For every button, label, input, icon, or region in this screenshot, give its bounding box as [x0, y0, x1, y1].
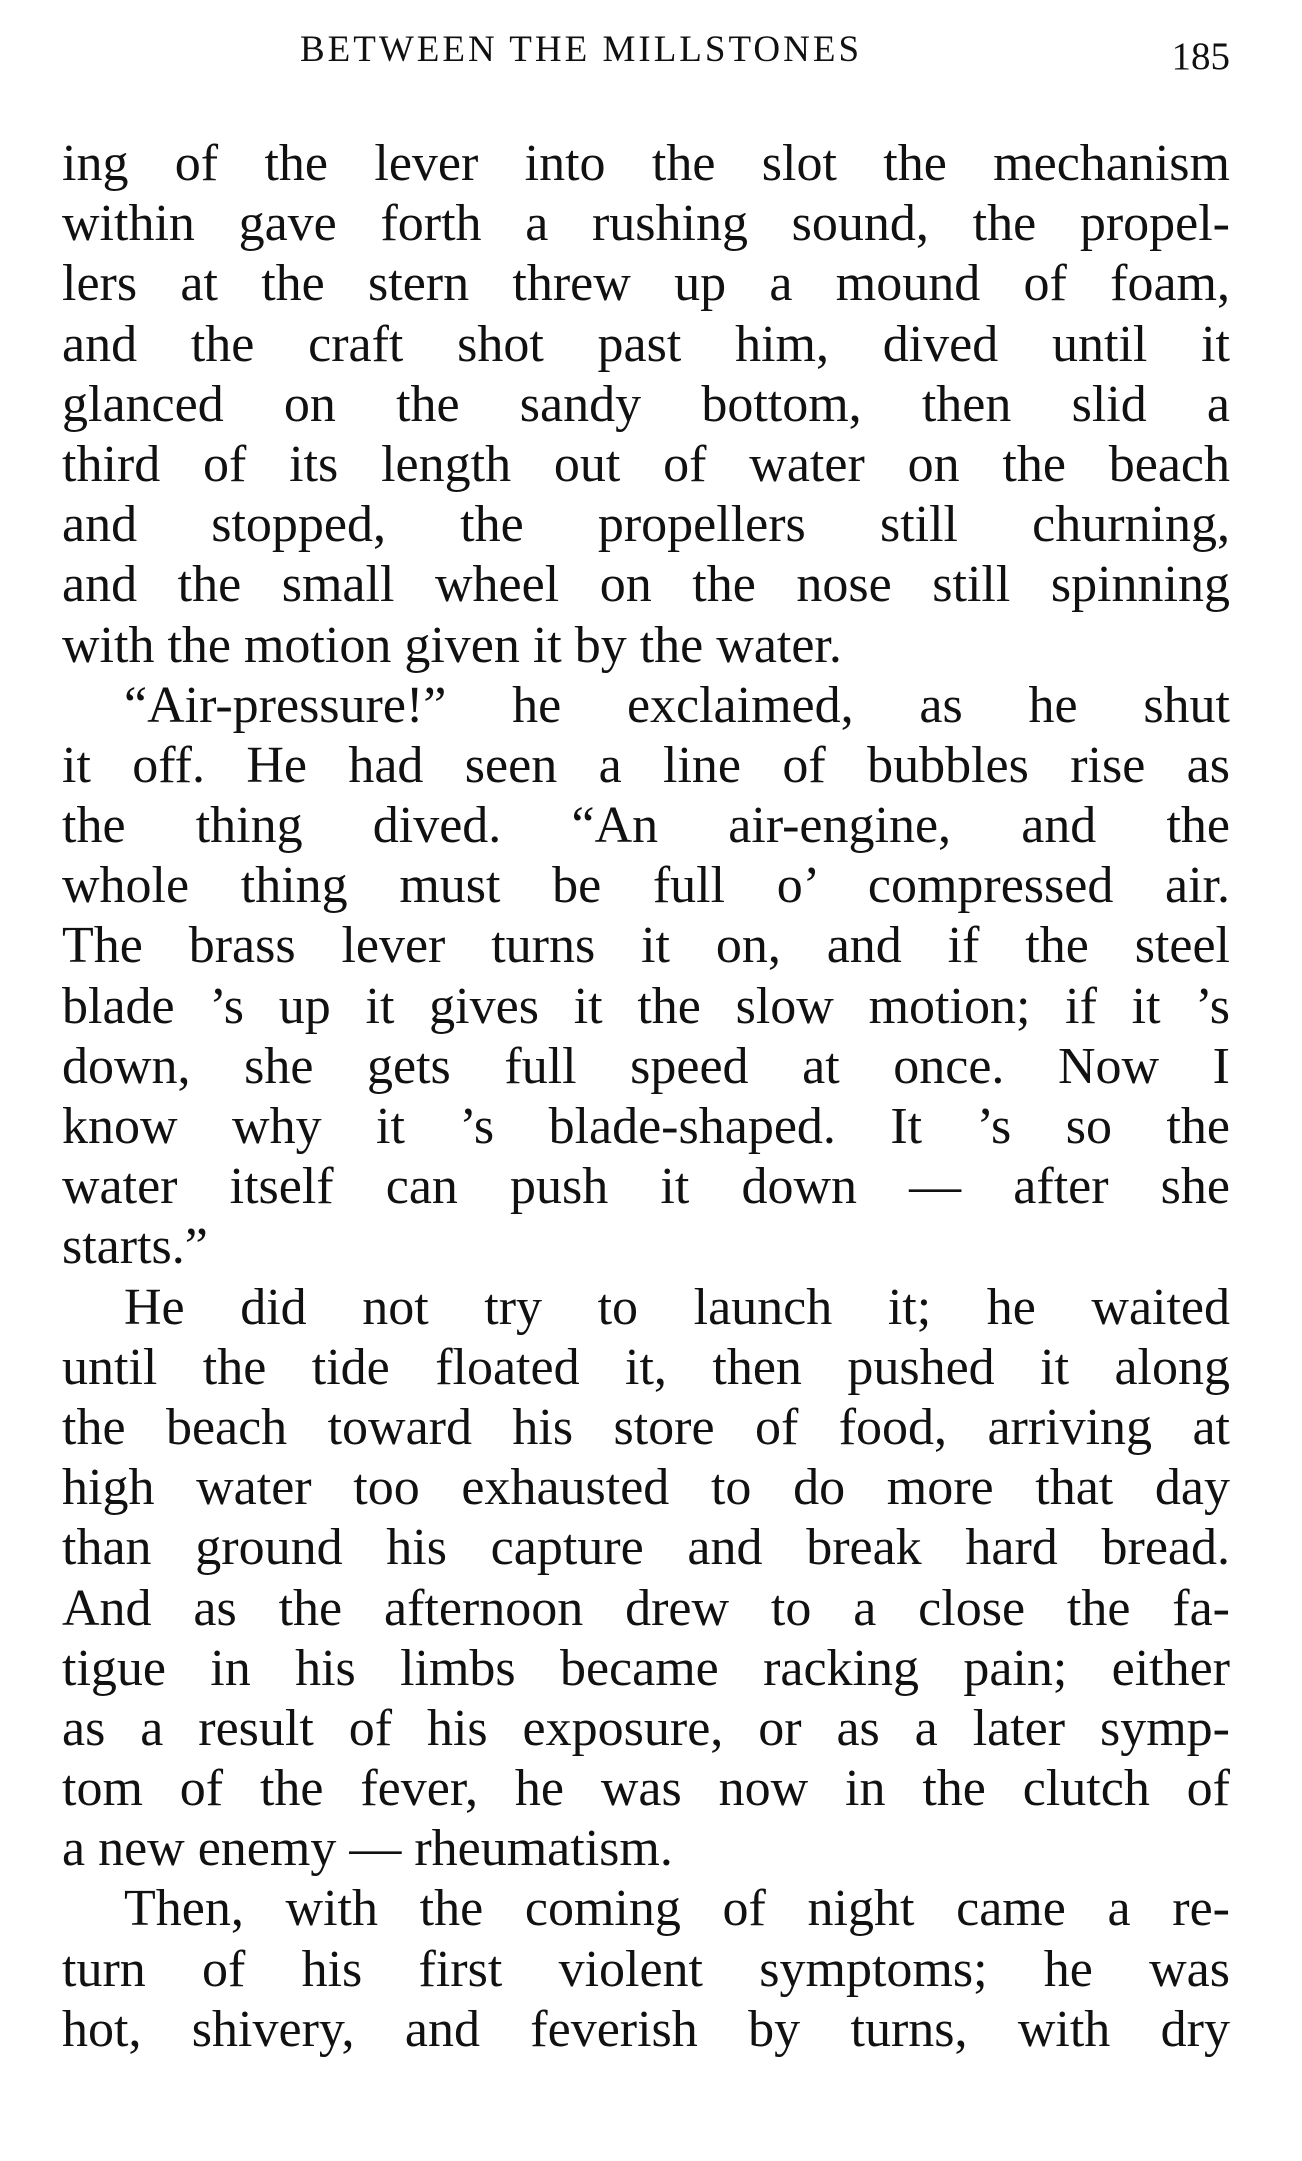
- page-number: 185: [1171, 35, 1230, 78]
- text-line: the beach toward his store of food, arriving at: [62, 1398, 1230, 1456]
- text-line: know why it ’s blade-shaped. It ’s so the: [62, 1098, 1230, 1155]
- text-line: than ground his capture and break hard bread.: [62, 1519, 1230, 1577]
- text-line: and the craft shot past him, dived until it: [62, 315, 1230, 373]
- text-line: glanced on the sandy bottom, then slid a: [62, 375, 1230, 433]
- text-line: it off. He had seen a line of bubbles rise as: [62, 736, 1230, 794]
- text-line: turn of his first violent symptoms; he was: [62, 1940, 1230, 1998]
- running-head: [62, 28, 1230, 78]
- text-line: hot, shivery, and feverish by turns, with dry: [62, 2000, 1230, 2058]
- text-line: high water too exhausted to do more that day: [62, 1459, 1230, 1517]
- text-line: “Air-pressure!” he exclaimed, as he shut: [124, 676, 1230, 734]
- text-line: until the tide floated it, then pushed it along: [62, 1338, 1230, 1396]
- running-title: BETWEEN THE MILLSTONES: [300, 29, 863, 70]
- text-line: the thing dived. “An air-engine, and the: [62, 797, 1230, 855]
- text-line: tigue in his limbs became racking pain; either: [62, 1639, 1230, 1697]
- text-line: He did not try to launch it; he waited: [124, 1278, 1230, 1336]
- text-line: blade ’s up it gives it the slow motion; if it ’s: [62, 977, 1230, 1035]
- text-line: tom of the fever, he was now in the clutch of: [62, 1760, 1230, 1818]
- body-text: [62, 134, 1230, 2060]
- text-line: and the small wheel on the nose still spinning: [62, 556, 1230, 614]
- text-line: And as the afternoon drew to a close the fa-: [62, 1579, 1230, 1637]
- text-line: and stopped, the propellers still churning,: [62, 496, 1230, 554]
- text-line: within gave forth a rushing sound, the propel-: [62, 195, 1230, 253]
- text-line: whole thing must be full o’ compressed air.: [62, 857, 1230, 915]
- text-line: as a result of his exposure, or as a later symp-: [62, 1699, 1230, 1757]
- text-line: lers at the stern threw up a mound of foam,: [62, 255, 1230, 313]
- text-line: water itself can push it down — after she: [62, 1158, 1230, 1216]
- text-line: Then, with the coming of night came a re-: [124, 1880, 1230, 1938]
- text-line: The brass lever turns it on, and if the steel: [62, 917, 1230, 975]
- text-line: a new enemy — rheumatism.: [62, 1820, 673, 1878]
- text-line: ing of the lever into the slot the mechanism: [62, 135, 1230, 192]
- text-line: down, she gets full speed at once. Now I: [62, 1037, 1230, 1095]
- text-line: third of its length out of water on the beach: [62, 435, 1230, 493]
- text-line: with the motion given it by the water.: [62, 616, 842, 674]
- text-line: starts.”: [62, 1218, 208, 1276]
